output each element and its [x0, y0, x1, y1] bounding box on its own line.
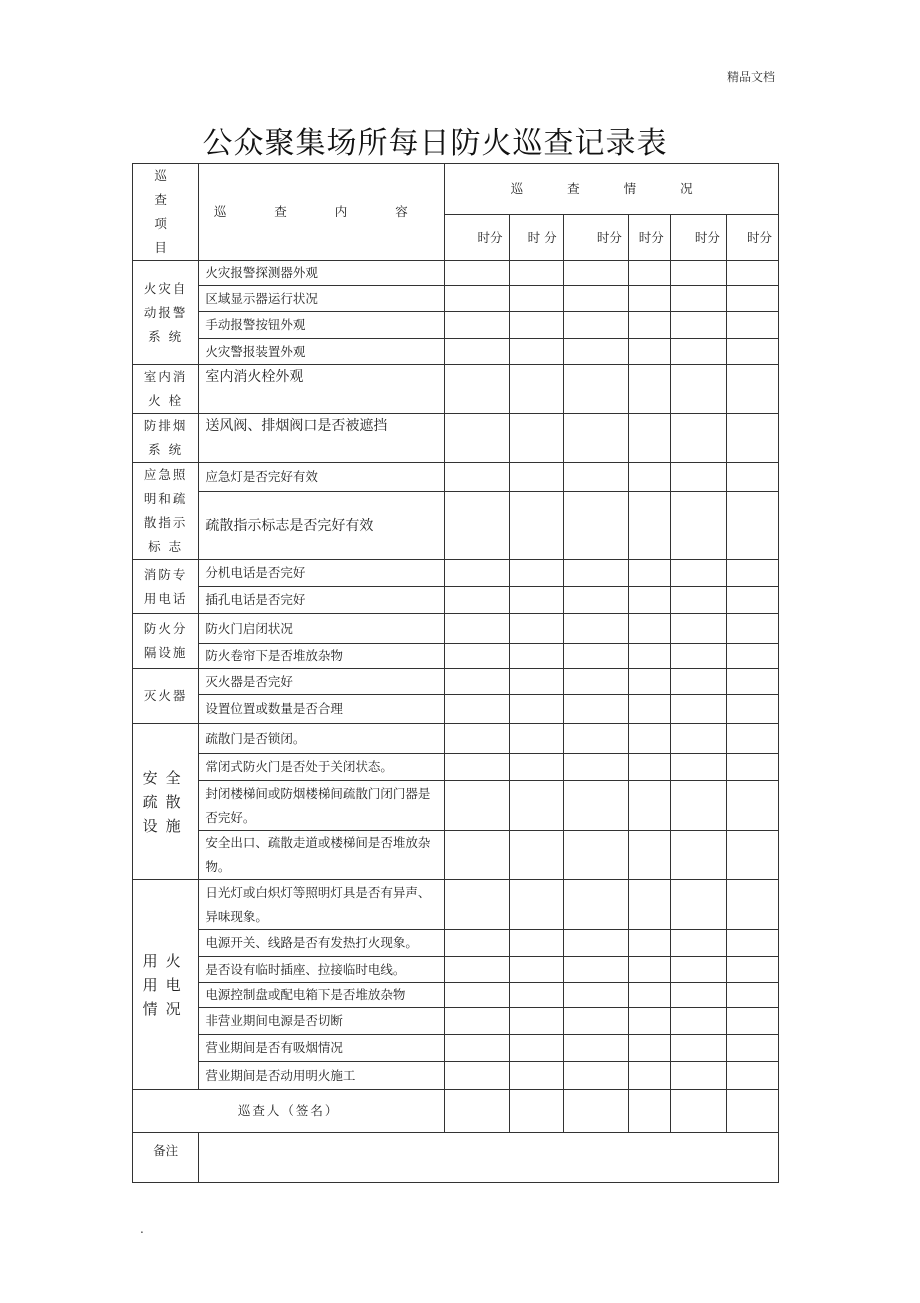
- check-cell[interactable]: [726, 669, 778, 695]
- check-cell[interactable]: [726, 781, 778, 831]
- check-item: 营业期间是否有吸烟情况: [199, 1035, 445, 1062]
- check-cell[interactable]: [670, 414, 726, 463]
- check-item: 常闭式防火门是否处于关闭状态。: [199, 754, 445, 781]
- check-cell[interactable]: [445, 560, 509, 587]
- check-cell[interactable]: [670, 365, 726, 414]
- footer-mark: .: [140, 1222, 144, 1236]
- check-cell[interactable]: [628, 669, 670, 695]
- check-cell[interactable]: [563, 983, 628, 1008]
- check-cell[interactable]: [726, 560, 778, 587]
- check-item: 分机电话是否完好: [199, 560, 445, 587]
- check-cell[interactable]: [509, 587, 563, 614]
- check-item: 灭火器是否完好: [199, 669, 445, 695]
- check-cell[interactable]: [726, 880, 778, 930]
- check-cell[interactable]: [563, 831, 628, 880]
- check-cell[interactable]: [628, 754, 670, 781]
- check-cell[interactable]: [726, 831, 778, 880]
- check-cell[interactable]: [628, 644, 670, 669]
- remarks-field[interactable]: [199, 1133, 779, 1183]
- check-cell[interactable]: [509, 669, 563, 695]
- check-cell[interactable]: [670, 614, 726, 644]
- check-cell[interactable]: [563, 365, 628, 414]
- check-cell[interactable]: [726, 1062, 778, 1090]
- check-cell[interactable]: [628, 831, 670, 880]
- check-cell[interactable]: [628, 587, 670, 614]
- check-cell[interactable]: [670, 587, 726, 614]
- category-hydrant: 室内消火 栓: [133, 365, 199, 414]
- check-cell[interactable]: [509, 930, 563, 957]
- check-cell[interactable]: [509, 724, 563, 754]
- check-cell[interactable]: [628, 1035, 670, 1062]
- check-cell[interactable]: [509, 312, 563, 339]
- check-cell[interactable]: [445, 261, 509, 286]
- check-cell[interactable]: [509, 1008, 563, 1035]
- check-cell[interactable]: [445, 614, 509, 644]
- check-cell[interactable]: [509, 414, 563, 463]
- check-cell[interactable]: [563, 414, 628, 463]
- check-cell[interactable]: [509, 644, 563, 669]
- check-cell[interactable]: [726, 983, 778, 1008]
- check-cell[interactable]: [509, 983, 563, 1008]
- signature-cell[interactable]: [445, 1090, 509, 1133]
- check-cell[interactable]: [628, 463, 670, 492]
- check-cell[interactable]: [670, 669, 726, 695]
- remarks-label: 备注: [133, 1133, 199, 1183]
- check-cell[interactable]: [670, 957, 726, 983]
- check-cell[interactable]: [628, 261, 670, 286]
- check-cell[interactable]: [726, 365, 778, 414]
- check-cell[interactable]: [445, 831, 509, 880]
- check-cell[interactable]: [509, 463, 563, 492]
- check-cell[interactable]: [726, 312, 778, 339]
- check-cell[interactable]: [563, 1062, 628, 1090]
- check-cell[interactable]: [563, 560, 628, 587]
- check-cell[interactable]: [563, 339, 628, 365]
- signature-cell[interactable]: [628, 1090, 670, 1133]
- check-cell[interactable]: [563, 724, 628, 754]
- check-item: 封闭楼梯间或防烟楼梯间疏散门闭门器是否完好。: [199, 781, 445, 831]
- check-item: 电源开关、线路是否有发热打火现象。: [199, 930, 445, 957]
- check-cell[interactable]: [670, 1062, 726, 1090]
- check-cell[interactable]: [628, 781, 670, 831]
- check-cell[interactable]: [726, 1008, 778, 1035]
- check-cell[interactable]: [726, 644, 778, 669]
- check-cell[interactable]: [726, 339, 778, 365]
- header-content: 巡 查 内 容: [199, 164, 445, 261]
- time-slot: 时分: [563, 215, 628, 261]
- check-cell[interactable]: [670, 339, 726, 365]
- signature-cell[interactable]: [726, 1090, 778, 1133]
- check-cell[interactable]: [445, 695, 509, 724]
- check-cell[interactable]: [445, 312, 509, 339]
- check-item: 火灾报警探测器外观: [199, 261, 445, 286]
- check-cell[interactable]: [563, 1008, 628, 1035]
- check-cell[interactable]: [563, 669, 628, 695]
- check-cell[interactable]: [445, 957, 509, 983]
- check-cell[interactable]: [726, 1035, 778, 1062]
- check-cell[interactable]: [445, 587, 509, 614]
- time-slot: 时 分: [509, 215, 563, 261]
- check-cell[interactable]: [726, 695, 778, 724]
- check-item: 防火门启闭状况: [199, 614, 445, 644]
- signature-cell[interactable]: [563, 1090, 628, 1133]
- check-item: 室内消火栓外观: [199, 365, 445, 414]
- check-cell[interactable]: [563, 754, 628, 781]
- header-category: 巡 查 项 目: [133, 164, 199, 261]
- check-cell[interactable]: [628, 614, 670, 644]
- check-cell[interactable]: [628, 365, 670, 414]
- check-cell[interactable]: [509, 1062, 563, 1090]
- check-cell[interactable]: [670, 781, 726, 831]
- check-cell[interactable]: [670, 312, 726, 339]
- check-cell[interactable]: [670, 724, 726, 754]
- check-cell[interactable]: [563, 880, 628, 930]
- check-item: 火灾警报装置外观: [199, 339, 445, 365]
- check-cell[interactable]: [509, 614, 563, 644]
- check-cell[interactable]: [509, 261, 563, 286]
- check-cell[interactable]: [628, 560, 670, 587]
- check-cell[interactable]: [670, 695, 726, 724]
- check-cell[interactable]: [628, 1008, 670, 1035]
- time-slot: 时分: [726, 215, 778, 261]
- check-cell[interactable]: [509, 831, 563, 880]
- check-cell[interactable]: [445, 781, 509, 831]
- check-cell[interactable]: [563, 1035, 628, 1062]
- check-cell[interactable]: [726, 724, 778, 754]
- check-cell[interactable]: [563, 261, 628, 286]
- check-cell[interactable]: [563, 781, 628, 831]
- category-fire-separation: 防火分隔设施: [133, 614, 199, 669]
- check-cell[interactable]: [670, 880, 726, 930]
- check-cell[interactable]: [726, 492, 778, 560]
- category-emergency-lighting: 应急照明和疏散指示标 志: [133, 463, 199, 560]
- check-cell[interactable]: [670, 983, 726, 1008]
- check-cell[interactable]: [445, 414, 509, 463]
- check-cell[interactable]: [670, 754, 726, 781]
- check-cell[interactable]: [726, 614, 778, 644]
- check-cell[interactable]: [563, 957, 628, 983]
- check-cell[interactable]: [445, 983, 509, 1008]
- check-cell[interactable]: [445, 463, 509, 492]
- check-item: 营业期间是否动用明火施工: [199, 1062, 445, 1090]
- check-cell[interactable]: [509, 1035, 563, 1062]
- check-cell[interactable]: [509, 339, 563, 365]
- check-item: 是否设有临时插座、拉接临时电线。: [199, 957, 445, 983]
- time-slot: 时分: [670, 215, 726, 261]
- category-fire-phone: 消防专用电话: [133, 560, 199, 614]
- check-cell[interactable]: [445, 1008, 509, 1035]
- check-cell[interactable]: [509, 957, 563, 983]
- check-cell[interactable]: [445, 492, 509, 560]
- category-extinguisher: 灭火器: [133, 669, 199, 724]
- check-cell[interactable]: [628, 880, 670, 930]
- header-status: 巡 查 情 况: [445, 164, 779, 215]
- check-cell[interactable]: [445, 286, 509, 312]
- check-item: 日光灯或白炽灯等照明灯具是否有异声、异味现象。: [199, 880, 445, 930]
- check-cell[interactable]: [445, 669, 509, 695]
- check-item: 非营业期间电源是否切断: [199, 1008, 445, 1035]
- check-cell[interactable]: [628, 695, 670, 724]
- check-cell[interactable]: [563, 587, 628, 614]
- check-cell[interactable]: [670, 261, 726, 286]
- check-item: 疏散门是否锁闭。: [199, 724, 445, 754]
- check-cell[interactable]: [563, 695, 628, 724]
- category-fire-alarm: 火灾自动报警系 统: [133, 261, 199, 365]
- check-cell[interactable]: [628, 930, 670, 957]
- check-cell[interactable]: [509, 492, 563, 560]
- check-cell[interactable]: [509, 286, 563, 312]
- check-cell[interactable]: [445, 754, 509, 781]
- check-cell[interactable]: [628, 339, 670, 365]
- check-cell[interactable]: [726, 930, 778, 957]
- check-item: 手动报警按钮外观: [199, 312, 445, 339]
- category-safe-evacuation: 安全疏散设施: [133, 724, 199, 880]
- check-cell[interactable]: [445, 1035, 509, 1062]
- check-cell[interactable]: [726, 957, 778, 983]
- check-cell[interactable]: [628, 414, 670, 463]
- signature-cell[interactable]: [670, 1090, 726, 1133]
- signer-label: 巡查人（签名）: [133, 1090, 445, 1133]
- check-cell[interactable]: [509, 365, 563, 414]
- check-item: 疏散指示标志是否完好有效: [199, 492, 445, 560]
- check-item: 送风阀、排烟阀口是否被遮挡: [199, 414, 445, 463]
- check-cell[interactable]: [670, 831, 726, 880]
- check-cell[interactable]: [628, 492, 670, 560]
- check-cell[interactable]: [726, 261, 778, 286]
- check-cell[interactable]: [670, 492, 726, 560]
- check-cell[interactable]: [628, 286, 670, 312]
- check-cell[interactable]: [670, 286, 726, 312]
- check-cell[interactable]: [726, 463, 778, 492]
- time-slot: 时分: [628, 215, 670, 261]
- check-cell[interactable]: [563, 614, 628, 644]
- check-cell[interactable]: [670, 644, 726, 669]
- check-cell[interactable]: [445, 339, 509, 365]
- check-cell[interactable]: [628, 983, 670, 1008]
- check-cell[interactable]: [509, 560, 563, 587]
- signature-cell[interactable]: [509, 1090, 563, 1133]
- check-cell[interactable]: [445, 930, 509, 957]
- check-cell[interactable]: [726, 754, 778, 781]
- check-cell[interactable]: [628, 1062, 670, 1090]
- check-item: 区域显示器运行状况: [199, 286, 445, 312]
- category-smoke-control: 防排烟系 统: [133, 414, 199, 463]
- inspection-table: [132, 163, 779, 1183]
- check-cell[interactable]: [628, 724, 670, 754]
- category-fire-electricity: 用火用电情况: [133, 880, 199, 1090]
- check-cell[interactable]: [628, 312, 670, 339]
- check-item: 防火卷帘下是否堆放杂物: [199, 644, 445, 669]
- check-cell[interactable]: [670, 463, 726, 492]
- document-watermark: 精品文档: [727, 70, 776, 84]
- check-cell[interactable]: [445, 1062, 509, 1090]
- check-cell[interactable]: [509, 781, 563, 831]
- time-slot: 时分: [445, 215, 509, 261]
- check-cell[interactable]: [670, 930, 726, 957]
- check-cell[interactable]: [726, 414, 778, 463]
- check-cell[interactable]: [445, 880, 509, 930]
- page-title: 公众聚集场所每日防火巡查记录表: [202, 126, 668, 161]
- check-cell[interactable]: [509, 754, 563, 781]
- check-cell[interactable]: [726, 587, 778, 614]
- check-item: 电源控制盘或配电箱下是否堆放杂物: [199, 983, 445, 1008]
- check-cell[interactable]: [563, 312, 628, 339]
- check-cell[interactable]: [509, 880, 563, 930]
- check-cell[interactable]: [726, 286, 778, 312]
- check-cell[interactable]: [670, 1008, 726, 1035]
- check-cell[interactable]: [670, 1035, 726, 1062]
- check-item: 插孔电话是否完好: [199, 587, 445, 614]
- check-cell[interactable]: [509, 695, 563, 724]
- check-cell[interactable]: [445, 644, 509, 669]
- check-item: 设置位置或数量是否合理: [199, 695, 445, 724]
- check-cell[interactable]: [445, 724, 509, 754]
- check-cell[interactable]: [563, 492, 628, 560]
- check-cell[interactable]: [445, 365, 509, 414]
- check-item: 安全出口、疏散走道或楼梯间是否堆放杂物。: [199, 831, 445, 880]
- check-cell[interactable]: [670, 560, 726, 587]
- check-cell[interactable]: [563, 286, 628, 312]
- check-cell[interactable]: [563, 930, 628, 957]
- check-cell[interactable]: [628, 957, 670, 983]
- check-cell[interactable]: [563, 463, 628, 492]
- check-item: 应急灯是否完好有效: [199, 463, 445, 492]
- check-cell[interactable]: [563, 644, 628, 669]
